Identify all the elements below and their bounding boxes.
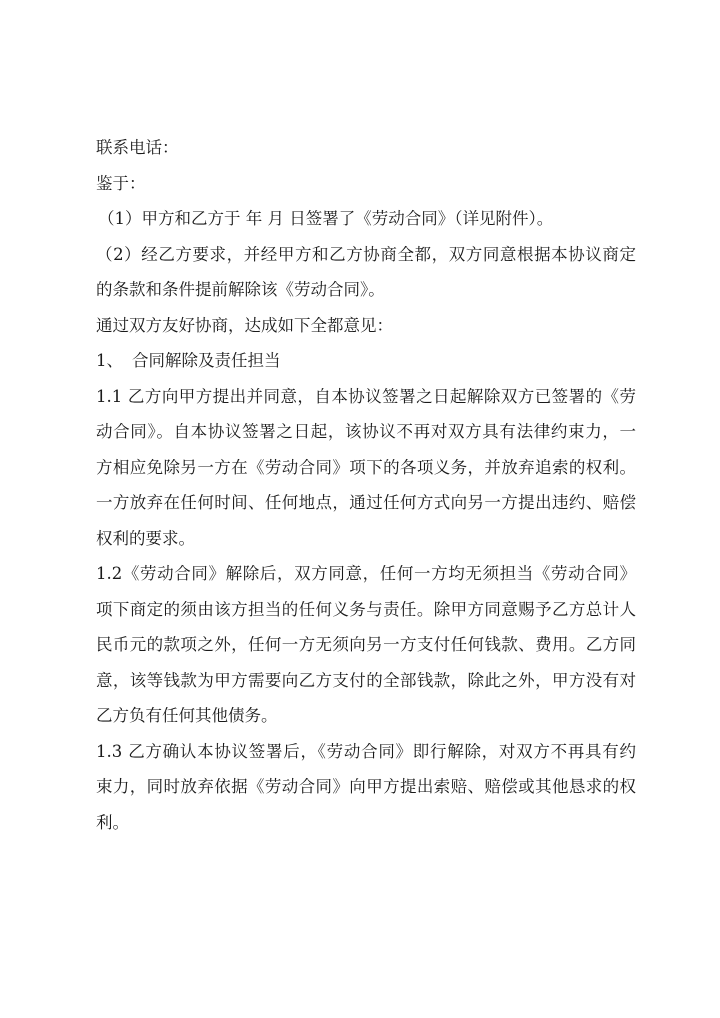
paragraph-line: 方相应免除另一方在《劳动合同》项下的各项义务，并放弃追索的权利。 — [96, 457, 636, 477]
paragraph-line: 动合同》。自本协议签署之日起，该协议不再对双方具有法律约束力，一 — [96, 422, 636, 441]
clause-1: （1）甲方和乙方于 年 月 日签署了《劳动合同》（详见附件）。 — [98, 209, 554, 228]
paragraph-line: 一方放弃在任何时间、任何地点，通过任何方式向另一方提出违约、赔偿 — [96, 493, 636, 512]
agreement-intro: 通过双方友好协商，达成如下全都意见： — [96, 315, 393, 335]
paragraph-line: 权利的要求。 — [96, 528, 195, 548]
paragraph-line: 意，该等钱款为甲方需要向乙方支付的全部钱款，除此之外，甲方没有对 — [96, 670, 636, 690]
paragraph-line: 民币元的款项之外，任何一方无须向另一方支付任何钱款、费用。乙方同 — [96, 635, 636, 654]
paragraph-line: 乙方负有任何其他债务。 — [96, 706, 278, 725]
paragraph-1-2 — [96, 556, 636, 734]
section-title: 合同解除及责任担当 — [132, 351, 281, 370]
contact-label: 联系电话： — [96, 138, 179, 157]
clause-2-line: （2）经乙方要求，并经甲方和乙方协商全都，双方同意根据本协议商定 — [96, 244, 636, 264]
paragraph-line: 利。 — [96, 812, 129, 832]
paragraph-line: 束力，同时放弃依据《劳动合同》向甲方提出索赔、赔偿或其他恳求的权 — [96, 777, 636, 796]
paragraph-line: 1.3 乙方确认本协议签署后，《劳动合同》即行解除，对双方不再具有约 — [96, 741, 636, 761]
whereas-label: 鉴于： — [96, 173, 146, 193]
paragraph-1-3 — [96, 734, 636, 841]
paragraph-line: 1.2《劳动合同》解除后，双方同意，任何一方均无须担当《劳动合同》 — [96, 564, 636, 583]
paragraph-line: 项下商定的须由该方担当的任何义务与责任。除甲方同意赐予乙方总计人 — [96, 599, 636, 619]
paragraph-line: 1.1 乙方向甲方提出并同意，自本协议签署之日起解除双方已签署的《劳 — [96, 386, 636, 406]
clause-2-line: 的条款和条件提前解除该《劳动合同》。 — [96, 280, 385, 299]
section-heading — [96, 343, 636, 379]
document-body — [96, 130, 636, 840]
section-number: 1、 — [96, 351, 123, 370]
clause-2 — [96, 237, 636, 308]
paragraph-1-1 — [96, 379, 636, 557]
